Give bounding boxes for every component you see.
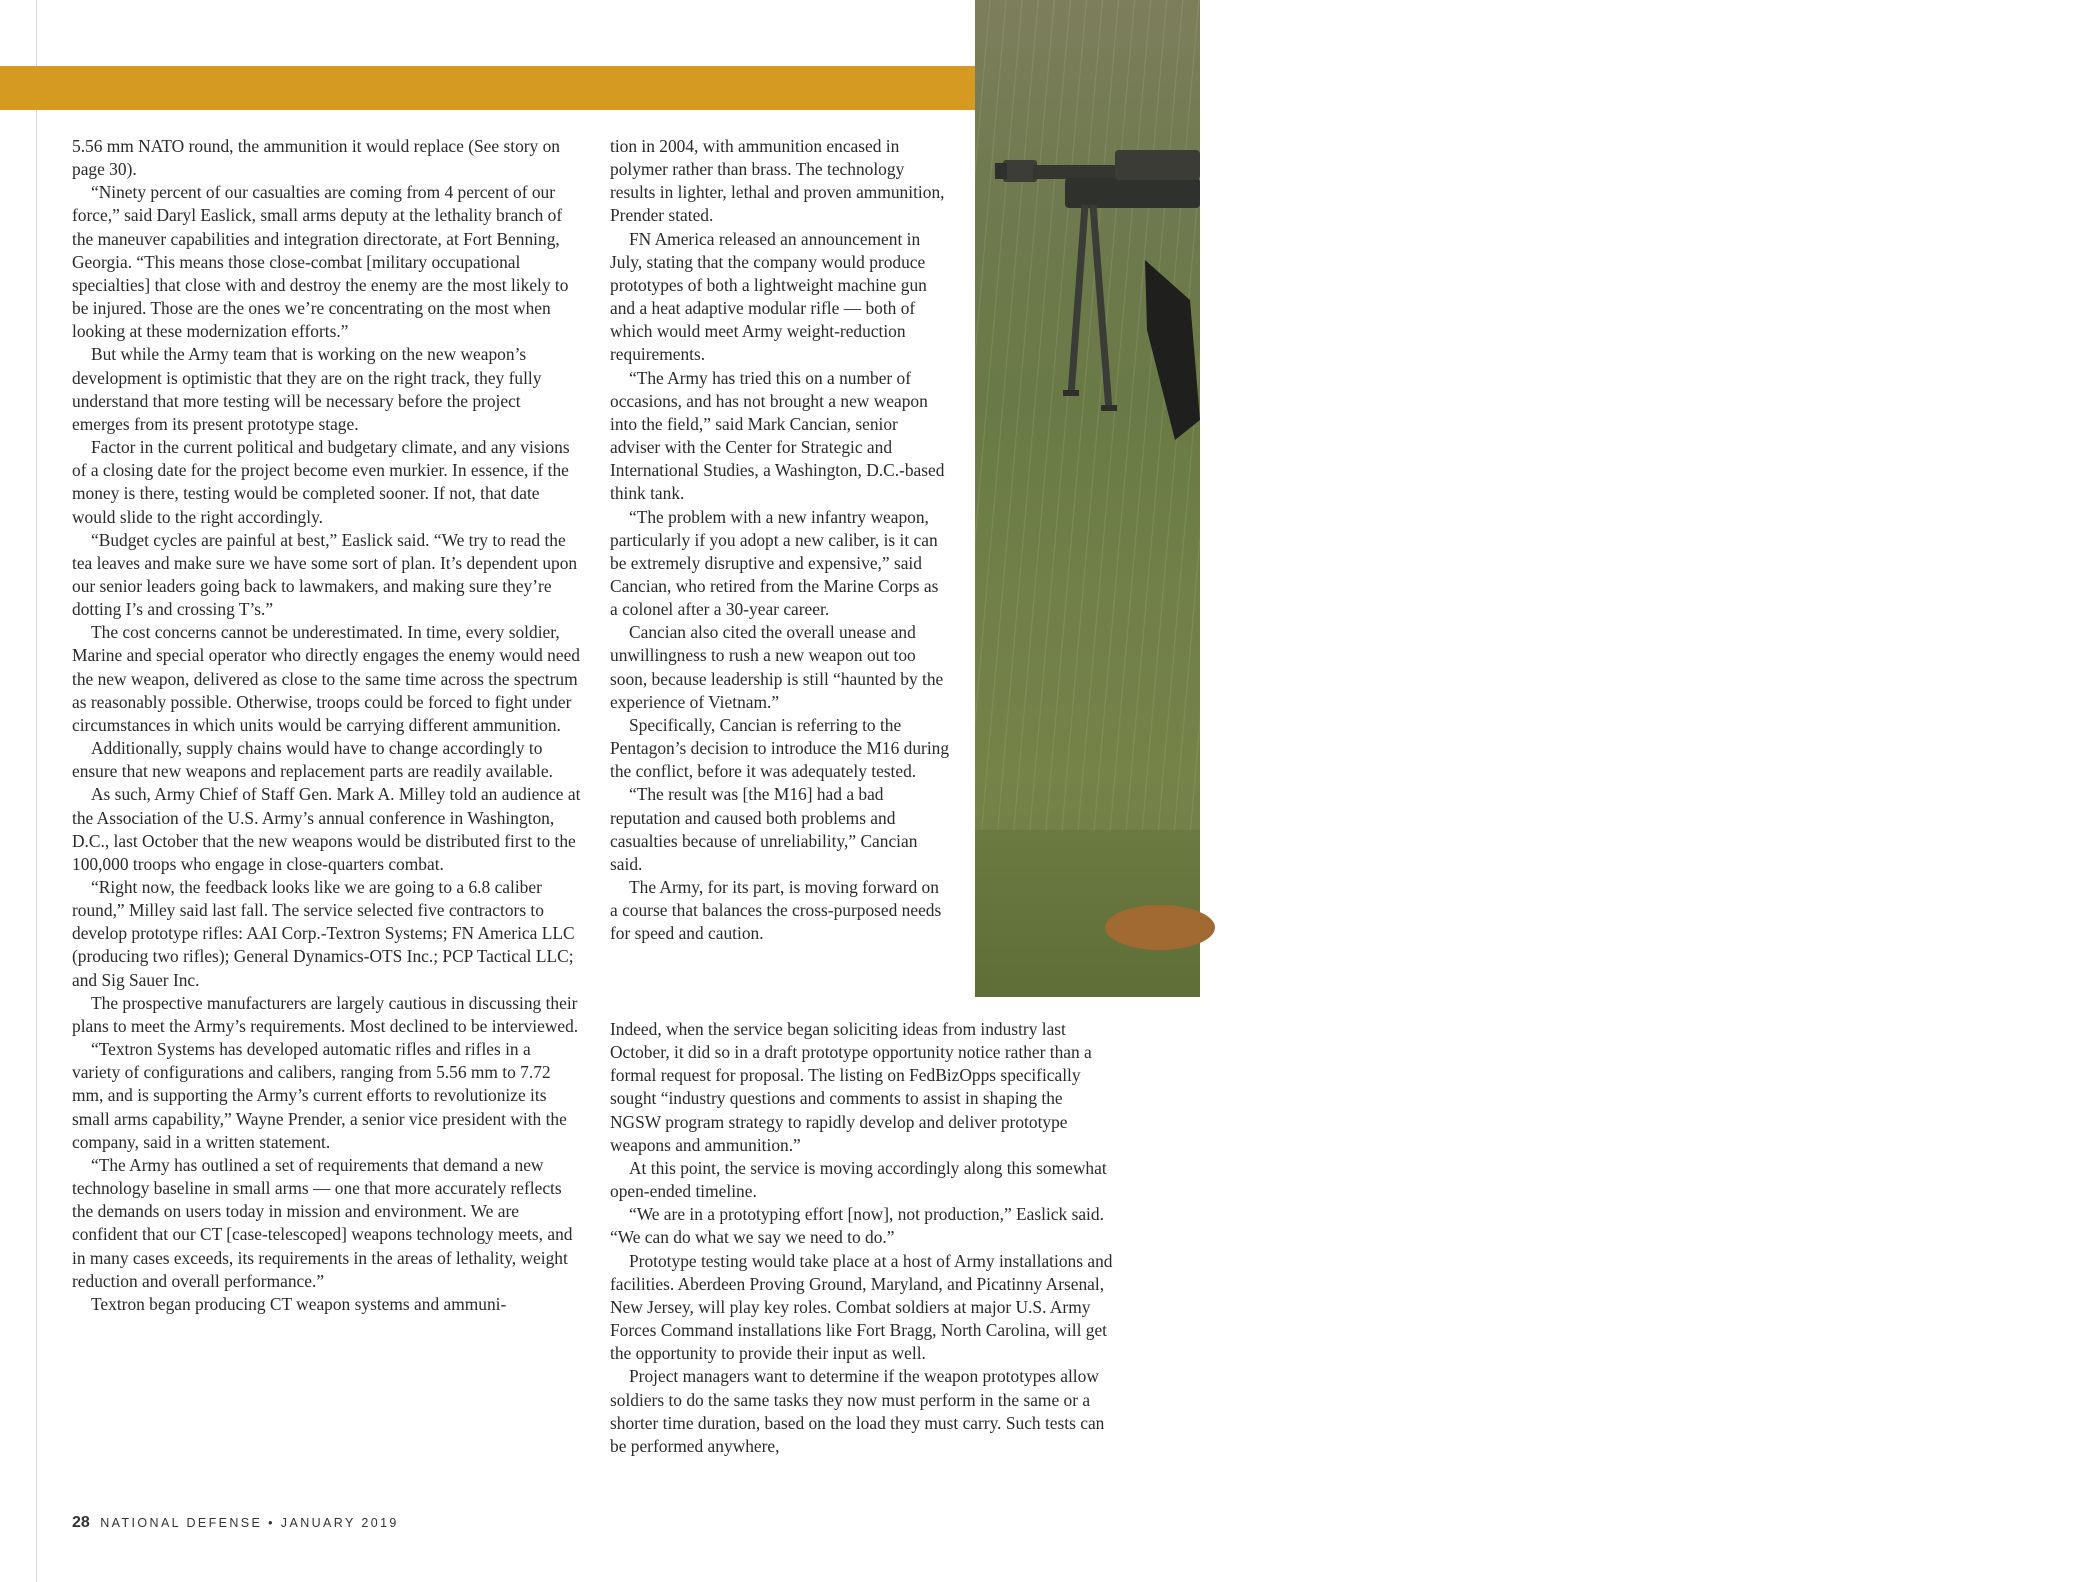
paragraph: “The Army has outlined a set of requirements that demand a new technology baseline in small arms — one that more accurately reflects the demands on users today in mission and environment. We are confident that our CT [case-telescoped] weapons technology meets, and in many cases exceeds, its requirements in the areas of lethality, weight reduction and overall performance.” xyxy=(72,1154,573,1291)
paragraph: Factor in the current political and budgetary climate, and any visions of a closing date for the project become even murkier. In essence, if the money is there, testing would be completed sooner. If not, that date would slide to the right accordingly. xyxy=(72,437,570,527)
paragraph: Cancian also cited the overall unease and unwillingness to rush a new weapon out too soon, because leadership is still “haunted by the experience of Vietnam.” xyxy=(610,622,944,712)
paragraph: Specifically, Cancian is referring to the Pentagon’s decision to introduce the M16 during the conflict, before it was adequately tested. xyxy=(610,714,950,782)
paragraph: “The problem with a new infantry weapon, particularly if you adopt a new caliber, is it can be extremely disruptive and expensive,” said Cancian, who retired from the Marine Corps as a colonel after a 30-year career. xyxy=(610,506,939,620)
paragraph: “The Army has tried this on a number of occasions, and has not brought a new weapon into the field,” said Mark Cancian, senior adviser with the Center for Strategic and International Studies, a Washington, D.C.-based think tank. xyxy=(610,367,945,504)
paragraph: The prospective manufacturers are largely cautious in discussing their plans to meet the Army’s requirements. Most declined to be interviewed. xyxy=(72,992,579,1036)
page-margin-rule xyxy=(36,0,37,1582)
paragraph: The cost concerns cannot be underestimated. In time, every soldier, Marine and special operator who directly engages the enemy would need the new weapon, delivered as close to the same time across the spectrum as reasonably possible. Otherwise, troops could be forced to fight under circumstances in which units would be carrying different ammunition. xyxy=(72,622,581,735)
paragraph: But while the Army team that is working on the new weapon’s development is optimistic that they are on the right track, they fully understand that more testing will be necessary before the project emerges from its present prototype stage. xyxy=(72,344,542,434)
photo-caption xyxy=(1978,898,2078,970)
photo-soldier-m249 xyxy=(975,0,2056,997)
caption-line: machine gun xyxy=(1978,954,2056,968)
article-column-right-wide xyxy=(610,1018,1115,1458)
paragraph: “Budget cycles are painful at best,” Easlick said. “We try to read the tea leaves and make sure we have some sort of plan. It’s dependent upon our senior leaders going back to lawmakers, and making sure they’re dotting I’s and crossing T’s.” xyxy=(72,529,578,620)
paragraph: “The result was [the M16] had a bad reputation and caused both problems and casualties because of unreliability,” Cancian said. xyxy=(610,784,918,874)
paragraph: Textron began producing CT weapon systems and ammuni- xyxy=(91,1293,507,1314)
paragraph: 5.56 mm NATO round, the ammunition it would replace (See story on page 30). xyxy=(72,136,560,180)
publication-name-date: NATIONAL DEFENSE • JANUARY 2019 xyxy=(100,1516,399,1530)
paragraph: Additionally, supply chains would have to change accordingly to ensure that new weapons and replacement parts are readily available. xyxy=(72,738,553,782)
paragraph: “Ninety percent of our casualties are coming from 4 percent of our force,” said Daryl Easlick, small arms deputy at the lethality branch of the maneuver capabilities and integration directorate, at Fort Benning, Georgia. “This means those close-combat [military occupational specialties] that close with and destroy the enemy are the most likely to be injured. Those are the ones we’re concentrating on the most when looking at these modernization efforts.” xyxy=(72,182,569,342)
accent-header-bar xyxy=(0,66,975,110)
paragraph: tion in 2004, with ammunition encased in polymer rather than brass. The technology results in lighter, lethal and proven ammunition, Prender stated. xyxy=(610,136,945,226)
page-footer xyxy=(72,1514,399,1532)
page-number: 28 xyxy=(72,1514,90,1531)
paragraph: “We are in a prototyping effort [now], not production,” Easlick said. “We can do what we say we need to do.” xyxy=(610,1204,1104,1248)
caption-line: fires an xyxy=(1978,918,2023,932)
paragraph: Indeed, when the service began soliciting ideas from industry last October, it did so in a draft prototype opportunity notice rather than a formal request for proposal. The listing on FedBizOpps specifically sought “industry questions and comments to assist in shaping the NGSW program strategy to rapidly develop and deliver prototype weapons and ammunition.” xyxy=(610,1019,1092,1155)
paragraph: FN America released an announcement in July, stating that the company would produce prototypes of both a lightweight machine gun and a heat adaptive modular rifle — both of which would meet Army weight-reduction requirements. xyxy=(610,228,927,365)
paragraph: “Textron Systems has developed automatic rifles and rifles in a variety of configurations and calibers, ranging from 5.56 mm to 7.72 mm, and is supporting the Army’s current efforts to revolutionize its small arms capability,” Wayne Prender, a senior vice president with the company, said in a written statement. xyxy=(72,1039,567,1152)
article-column-left xyxy=(72,135,582,1316)
machine-gun-illustration xyxy=(975,0,1200,997)
paragraph: At this point, the service is moving accordingly along this somewhat open-ended timeline. xyxy=(610,1157,1107,1202)
article-column-right-narrow xyxy=(610,135,950,945)
caption-line: A soldier xyxy=(1978,900,2032,914)
paragraph: Project managers want to determine if the weapon prototypes allow soldiers to do the same tasks they now must perform in the same or a shorter time duration, based on the load they must carry. Such tests can be performed anywhere, xyxy=(610,1366,1105,1456)
paragraph: The Army, for its part, is moving forward on a course that balances the cross-purposed needs for speed and caution. xyxy=(610,877,942,944)
caption-line: M249 light xyxy=(1978,936,2040,950)
paragraph: Prototype testing would take place at a host of Army installations and facilities. Aberdeen Proving Ground, Maryland, and Picatinny Arsenal, New Jersey, will play key roles. Combat soldiers at major U.S. Army Forces Command installations like Fort Bragg, North Carolina, will get the opportunity to provide their input as well. xyxy=(610,1250,1113,1364)
paragraph: As such, Army Chief of Staff Gen. Mark A. Milley told an audience at the Association of the U.S. Army’s annual conference in Washington, D.C., last October that the new weapons would be distributed first to the 100,000 troops who engage in close-quarters combat. xyxy=(72,784,581,874)
paragraph: “Right now, the feedback looks like we are going to a 6.8 caliber round,” Milley said last fall. The service selected five contractors to develop prototype rifles: AAI Corp.-Textron Systems; FN America LLC (producing two rifles); General Dynamics-OTS Inc.; PCP Tactical LLC; and Sig Sauer Inc. xyxy=(72,877,575,990)
